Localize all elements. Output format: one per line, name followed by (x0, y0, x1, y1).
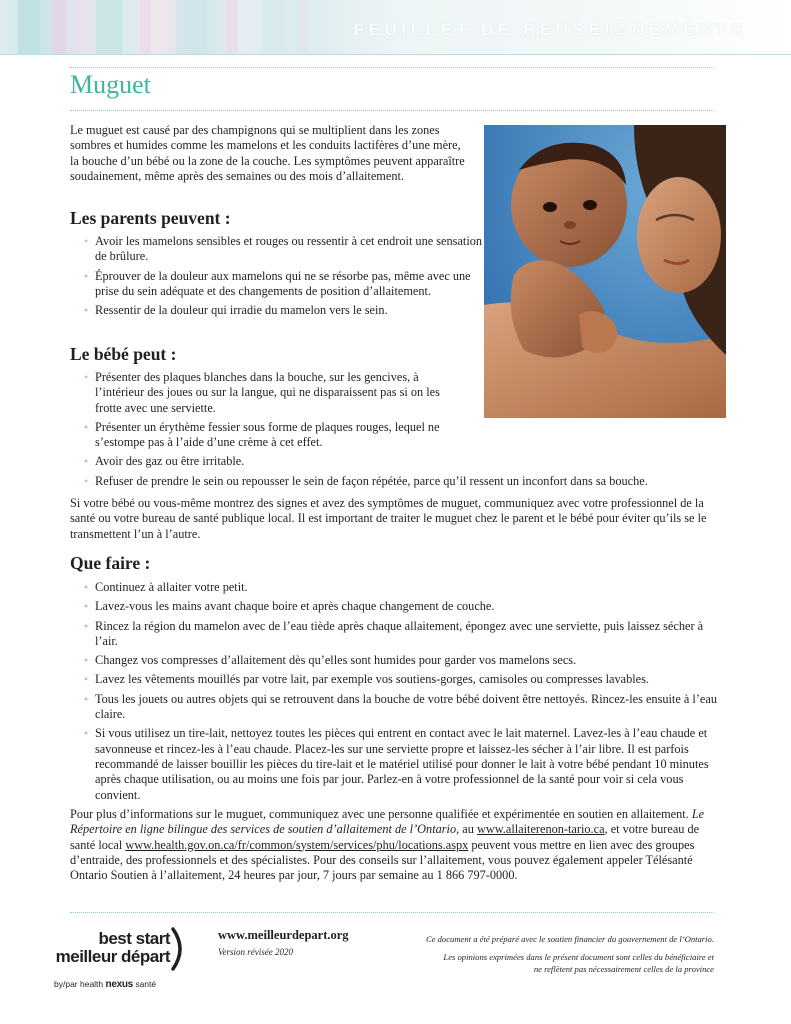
logo-line1: best start (98, 929, 170, 948)
banner-stripe (140, 0, 150, 54)
banner-stripe (176, 0, 206, 54)
list-item: • Avoir les mamelons sensibles et rouges ou ressentir à cet endroit une sensation de brûlure. (84, 234, 484, 265)
list-item: • Présenter des plaques blanches dans la bouche, sur les gencives, à l’intérieur des joues ou sur la langue, qui ne disparaissent pas si on les frotte avec une serviette. (84, 370, 464, 416)
title-top-rule (70, 67, 714, 68)
version-label: Version révisée 2020 (218, 947, 293, 957)
more-info-paragraph (70, 807, 720, 883)
list-item: • Refuser de prendre le sein ou repousser le sein de façon répétée, parce qu’il ressent un inconfort dans sa bouche. (84, 474, 745, 489)
more-info-text: Pour plus d’informations sur le muguet, communiquez avec une personne qualifiée et expérimentée en soutien en allaitement. (70, 807, 692, 821)
logo-byline-prefix: by/par health (54, 979, 104, 989)
banner-divider (0, 54, 791, 55)
banner-stripe (226, 0, 238, 54)
logo-byline (54, 979, 156, 990)
logo-arc-icon (170, 927, 188, 971)
document-type-label: FEUILLET DE RENSEIGNEMENTS (353, 20, 747, 39)
list-item: • Continuez à allaiter votre petit. (84, 580, 724, 595)
logo-line2: meilleur départ (55, 947, 170, 966)
logo-byline-brand: nexus (105, 979, 133, 990)
footer-rule (70, 912, 714, 913)
website-link[interactable]: www.meilleurdepart.org (218, 928, 349, 942)
mother-baby-photo (484, 125, 726, 418)
banner-stripe (96, 0, 122, 54)
banner-stripe (262, 0, 286, 54)
photo-illustration (484, 125, 726, 418)
baby-heading: Le bébé peut : (70, 344, 177, 364)
list-item: • Rincez la région du mamelon avec de l’eau tiède après chaque allaitement, épongez avec une serviette, puis laissez sécher à l’air. (84, 619, 724, 650)
more-info-text: , au (456, 822, 477, 837)
page-title: Muguet (70, 70, 151, 99)
banner-stripe (52, 0, 66, 54)
banner-stripe (300, 0, 308, 54)
contact-paragraph: Si votre bébé ou vous-même montrez des signes et avez des symptômes de muguet, communiquez avec votre professionnel de la santé ou votre bureau de santé publique local. Il est important de traiter le muguet chez le parent et le bébé pour éviter qu’ils se le transmettent l’un à l’autre. (70, 496, 707, 541)
banner-stripe (18, 0, 40, 54)
parents-heading: Les parents peuvent : (70, 208, 231, 228)
todo-list (84, 580, 724, 807)
logo-byline-suffix: santé (135, 979, 157, 989)
header-banner (0, 0, 791, 54)
list-item: • Avoir des gaz ou être irritable. (84, 454, 464, 469)
health-locations-link[interactable]: www.health.gov.on.ca/fr/common/system/services/phu/locations.aspx (125, 837, 469, 852)
list-item: • Changez vos compresses d’allaitement dès qu’elles sont humides pour garder vos mamelons secs. (84, 653, 724, 668)
allaiterenontario-link[interactable]: www.allaiterenon-tario.ca (476, 822, 605, 837)
more-info-text: peuvent vous mettre en lien avec des groupes d’entraide, des professionnels et des spécialistes. Pour des conseils sur l’allaitement, vous pouvez également appeler Télésanté Ontario Soutien à l’allaitement, 24 heures par jour, 7 jours par semaine au 1 866 797-0000. (70, 837, 695, 883)
list-item: • Lavez les vêtements mouillés par votre lait, par exemple vos soutiens-gorges, camisoles ou compresses lavables. (84, 672, 724, 687)
list-item: • Tous les jouets ou autres objets qui se retrouvent dans la bouche de votre bébé doivent être nettoyés. Rincez-les ensuite à l’eau claire. (84, 692, 724, 723)
todo-heading: Que faire : (70, 553, 151, 573)
best-start-logo (54, 925, 196, 997)
list-item: • Éprouver de la douleur aux mamelons qui ne se résorbe pas, même avec une prise du sein adéquate et des changements de position d’allaitement. (84, 269, 484, 300)
directory-title: Le Répertoire en ligne bilingue des services de soutien d’allaitement de l’Ontario (70, 807, 705, 837)
baby-list (84, 370, 648, 493)
parents-list (84, 234, 484, 322)
list-item: • Si vous utilisez un tire-lait, nettoyez toutes les pièces qui entrent en contact avec le lait maternel. Lavez-les à l’eau chaude et savonneuse et rincez-les à l’eau chaude. Placez-les sur une serviette propre et laissez-les sécher à l’air libre. Il est parfois recommandé de laisser bouillir les pièces du tire-lait et le matériel utilisé pour donner le lait à votre bébé pendant 10 minutes après chaque utilisation, ou au moins une fois par jour. Parlez-en à votre professionnel de la santé pour voir si cela vous convient. (84, 726, 724, 802)
funding-note: Ce document a été préparé avec le soutien financier du gouvernement de l’Ontario. (425, 934, 714, 944)
title-bottom-rule (70, 110, 714, 111)
more-info-text: , et votre bureau de santé local (70, 822, 700, 852)
list-item: • Ressentir de la douleur qui irradie du mamelon vers le sein. (84, 303, 484, 318)
list-item: • Lavez-vous les mains avant chaque boire et après chaque changement de couche. (84, 599, 724, 614)
list-item: • Présenter un érythème fessier sous forme de plaques rouges, lequel ne s’estompe pas à l’aide d’une crème à cet effet. (84, 420, 464, 451)
intro-paragraph: Le muguet est causé par des champignons qui se multiplient dans les zones sombres et humides comme les mamelons et les conduits lactifères d’une mère, la bouche d’un bébé ou la zone de la couche. Les symptômes peuvent apparaître soudainement, même après des semaines ou des mois d’allaitement. (70, 123, 465, 183)
disclaimer-line2: ne reflètent pas nécessairement celles de la province (533, 964, 714, 974)
disclaimer-line1: Les opinions exprimées dans le présent document sont celles du bénéficiaire et (443, 952, 714, 962)
